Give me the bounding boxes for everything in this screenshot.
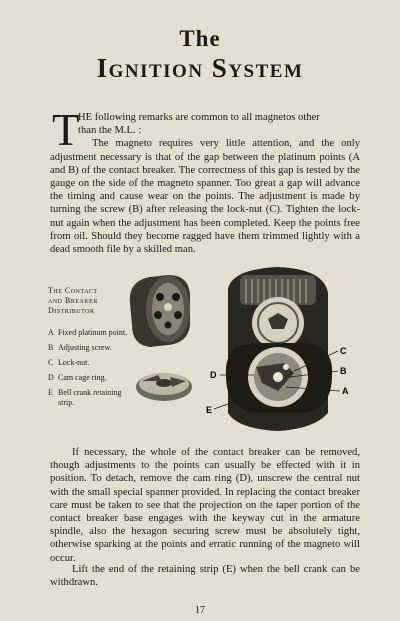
legend-key: B [48, 343, 54, 352]
figure-caption-line-3: Distributor [48, 306, 95, 315]
paragraph-retaining-strip: Lift the end of the retaining strip (E) when the bell crank can be withdrawn. [50, 564, 360, 589]
callout-e: E [206, 405, 213, 415]
magneto-body-drawing [226, 267, 332, 431]
drop-cap: T [52, 105, 80, 155]
callout-c: C [340, 346, 347, 356]
callout-a: A [342, 386, 349, 396]
legend-key: A [48, 328, 54, 337]
legend-item-d [48, 373, 130, 383]
intro-body: The magneto requires very little attention, and the only adjustment necessary is that of the gap between the platinum points (A and B) of the contact breaker. The correctness of this gap is tested by the gauge on the side of the magneto spanner. Too great a gap will advance the timing and cause wear on the points. The adjustment is made by turning the screw (B) after releasing the lock-nut (C). Tighten the lock-nut again when the adjustment has been completed. Keep the points free from oil. Should they become ragged have them trimmed lightly with a dead smooth file by a skilled man. [50, 138, 360, 256]
title-line-2: Ignition System [96, 53, 304, 83]
legend-item-a [48, 328, 130, 338]
page-number: 17 [195, 605, 205, 616]
intro-line-2: than the M.L. : [78, 125, 142, 137]
legend-key: C [48, 358, 54, 367]
legend-item-e [48, 388, 130, 408]
magneto-illustration [128, 263, 360, 437]
figure-caption-line-1: The Contact [48, 286, 98, 295]
legend-text: Cam cage ring. [58, 373, 107, 382]
title-line-1: The [179, 26, 221, 51]
legend-text: Lock-nut. [58, 358, 90, 367]
figure-caption [48, 286, 130, 316]
intro-line-1: HE following remarks are common to all magnetos other [78, 112, 320, 123]
callout-b: B [340, 366, 347, 376]
legend-item-c [48, 358, 130, 368]
legend-text: Bell crank retaining strip. [58, 388, 122, 407]
figure-legend [48, 286, 130, 413]
legend-text: Adjusting screw. [58, 343, 112, 352]
legend-item-b [48, 343, 130, 353]
legend-text: Fixed platinum point. [58, 328, 128, 337]
contact-breaker-drawing [136, 373, 192, 401]
figure-caption-line-2: and Breaker [48, 296, 98, 305]
distributor-cover-drawing [130, 275, 190, 347]
intro-paragraph [50, 111, 360, 256]
legend-key: D [48, 373, 54, 382]
callout-d: D [210, 370, 217, 380]
legend-key: E [48, 388, 53, 397]
paragraph-removal: If necessary, the whole of the contact breaker can be removed, though adjustments to the points can usually be effected with it in position. To detach, remove the cam ring (D), unscrew the central nut with the small special spanner provided. In replacing the contact breaker care must be taken to see that the projection on the taper portion of the contact breaker base engages with the keyway cut in the armature spindle, also the hexagon securing screw must be absolutely tight, otherwise sparking at the points and erratic running of the magneto will occur. [50, 447, 360, 564]
